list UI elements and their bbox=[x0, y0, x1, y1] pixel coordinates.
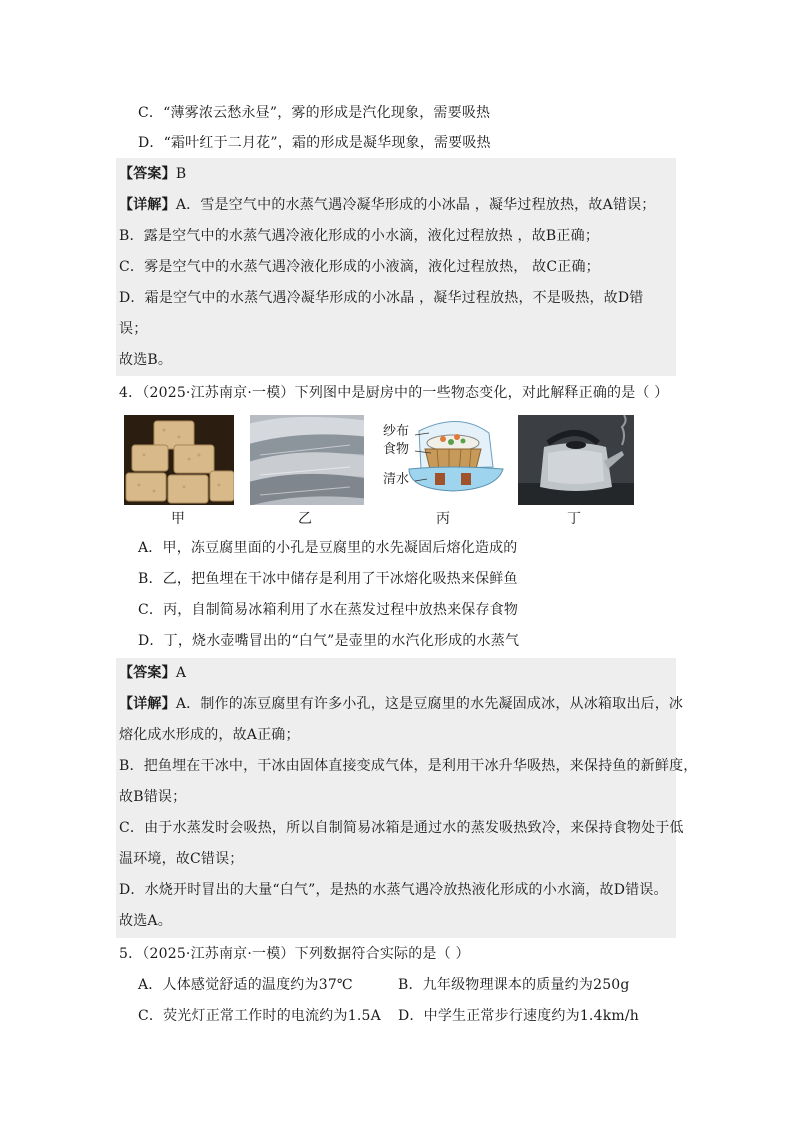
caption-yi: 乙 bbox=[298, 511, 312, 527]
label-food: 食物 bbox=[383, 442, 410, 457]
q4-detail-line-7: D．水烧开时冒出的大量“白气”，是热的水蒸气遇冷放热液化形成的小水滴，故D错误。 bbox=[119, 882, 668, 898]
q3-detail-line-5: 误； bbox=[119, 321, 148, 337]
q4-option-c: C．丙，自制简易冰箱利用了水在蒸发过程中放热来保存食物 bbox=[138, 602, 519, 618]
q4-option-d: D．丁，烧水壶嘴冒出的“白气”是壶里的水汽化形成的水蒸气 bbox=[138, 633, 520, 649]
q3-detail-line-3: C．雾是空气中的水蒸气遇冷液化形成的小液滴，液化过程放热， 故C正确； bbox=[119, 259, 600, 275]
detail-text: A．雪是空气中的水蒸气遇冷凝华形成的小冰晶 ，凝华过程放热，故A错误； bbox=[175, 197, 656, 213]
caption-bing: 丙 bbox=[436, 511, 450, 527]
q4-detail-line-2: 熔化成水形成的，故A正确； bbox=[119, 727, 300, 743]
answer-value: B bbox=[175, 166, 187, 182]
q4-detail-line-3: B．把鱼埋在干冰中，干冰由固体直接变成气体，是利用干冰升华吸热，来保持鱼的新鲜度， bbox=[119, 758, 698, 774]
label-water: 清水 bbox=[383, 472, 410, 487]
fish-photo bbox=[250, 415, 364, 505]
q3-option-c: C．“薄雾浓云愁永昼”，雾的形成是汽化现象，需要吸热 bbox=[138, 105, 491, 121]
caption-jia: 甲 bbox=[171, 511, 185, 527]
answer-label: 【答案】 bbox=[119, 665, 176, 681]
q4-detail-line-4: 故B错误； bbox=[119, 789, 187, 805]
q4-option-b: B．乙，把鱼埋在干冰中储存是利用了干冰熔化吸热来保鲜鱼 bbox=[138, 571, 518, 587]
q4-detail-line-6: 温环境，故C错误； bbox=[119, 851, 244, 867]
q4-option-a: A．甲，冻豆腐里面的小孔是豆腐里的水先凝固后熔化造成的 bbox=[138, 540, 518, 556]
q5-option-b: B．九年级物理课本的质量约为250g bbox=[398, 977, 630, 993]
detail-label: 【详解】 bbox=[119, 696, 176, 712]
q3-detail-line-2: B．露是空气中的水蒸气遇冷液化形成的小水滴，液化过程放热 ，故B正确； bbox=[119, 228, 600, 244]
q5-option-d: D．中学生正常步行速度约为1.4km/h bbox=[398, 1008, 639, 1024]
q5-option-c: C．荧光灯正常工作时的电流约为1.5A bbox=[138, 1008, 381, 1024]
detail-text: A．制作的冻豆腐里有许多小孔，这是豆腐里的水先凝固成冰，从冰箱取出后，冰 bbox=[175, 696, 684, 712]
label-gauze: 纱布 bbox=[383, 424, 410, 439]
q3-answer-line bbox=[119, 164, 186, 184]
caption-ding: 丁 bbox=[567, 511, 581, 527]
q4-stem: 4．（2025·江苏南京·一模）下列图中是厨房中的一些物态变化，对此解释正确的是（ ） bbox=[119, 385, 669, 401]
q4-answer-line bbox=[119, 663, 186, 683]
answer-value: A bbox=[175, 665, 187, 681]
frozen-tofu-photo bbox=[124, 415, 234, 505]
q5-option-a: A．人体感觉舒适的温度约为37℃ bbox=[138, 977, 353, 993]
simple-fridge-diagram bbox=[381, 415, 507, 505]
q3-option-d: D．“霜叶红于二月花”，霜的形成是凝华现象，需要吸热 bbox=[138, 135, 491, 151]
q4-detail-line-8: 故选A。 bbox=[119, 913, 172, 929]
answer-label: 【答案】 bbox=[119, 166, 176, 182]
kettle-photo bbox=[518, 415, 634, 505]
q4-detail-line-1 bbox=[119, 694, 683, 714]
detail-label: 【详解】 bbox=[119, 197, 176, 213]
q3-detail-line-4: D．霜是空气中的水蒸气遇冷凝华形成的小冰晶 ，凝华过程放热，不是吸热，故D错 bbox=[119, 290, 644, 306]
q4-detail-line-5: C．由于水蒸发时会吸热，所以自制简易冰箱是通过水的蒸发吸热致冷，来保持食物处于低 bbox=[119, 820, 684, 836]
q3-detail-line-1 bbox=[119, 195, 655, 215]
q3-detail-line-6: 故选B。 bbox=[119, 352, 173, 368]
q5-stem: 5．（2025·江苏南京·一模）下列数据符合实际的是（ ） bbox=[119, 946, 470, 962]
